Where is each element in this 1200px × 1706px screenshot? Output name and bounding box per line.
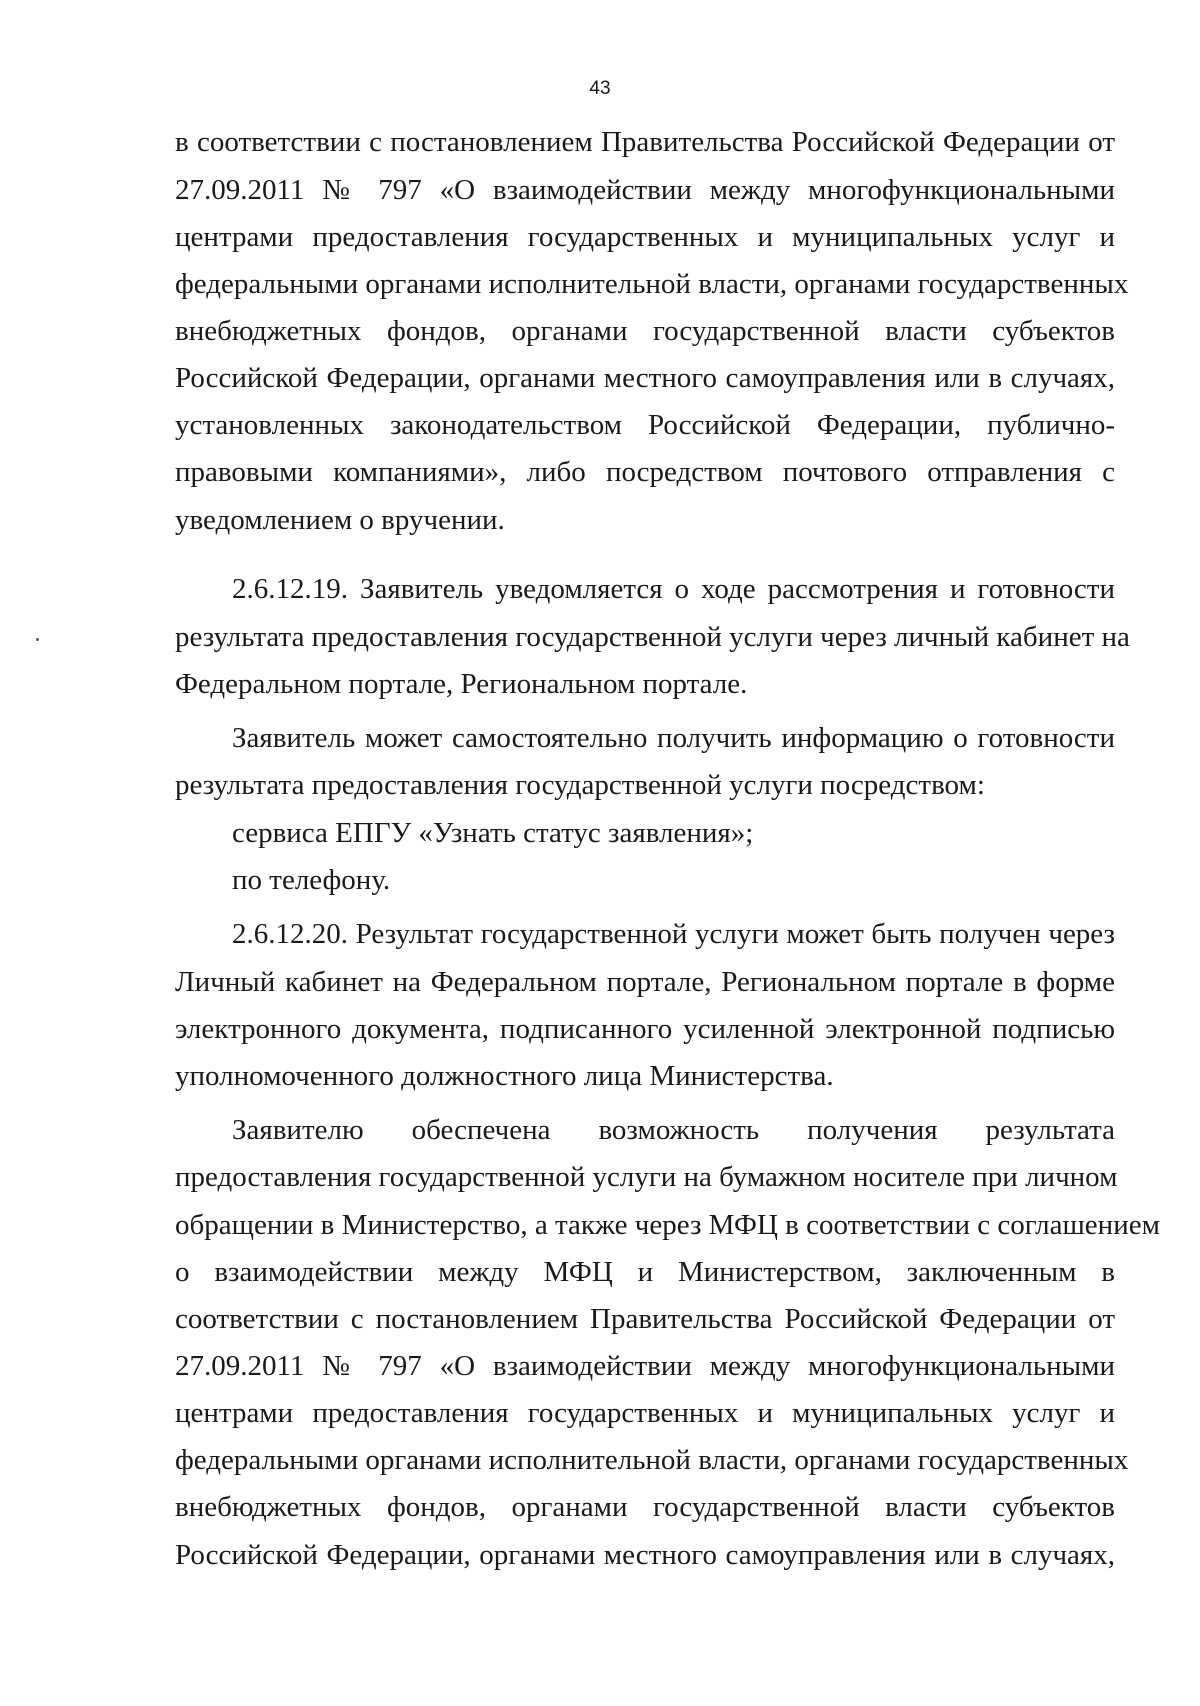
text-line: Заявителю обеспечена возможность получения результата bbox=[232, 1114, 1115, 1146]
text-line: уполномоченного должностного лица Министерства. bbox=[175, 1060, 834, 1092]
text-line: сервиса ЕПГУ «Узнать статус заявления»; bbox=[232, 817, 754, 849]
text-line: Личный кабинет на Федеральном портале, Региональном портале в форме bbox=[175, 966, 1115, 998]
text-line: внебюджетных фондов, органами государственной власти субъектов bbox=[175, 1491, 1115, 1523]
text-line: 2.6.12.20. Результат государственной услуги может быть получен через bbox=[232, 918, 1115, 950]
text-line: Заявитель может самостоятельно получить информацию о готовности bbox=[232, 722, 1115, 754]
text-line: федеральными органами исполнительной власти, органами государственных bbox=[175, 1444, 1129, 1476]
text-line: уведомлением о вручении. bbox=[175, 504, 505, 536]
text-line: 27.09.2011 № 797 «О взаимодействии между многофункциональными bbox=[175, 174, 1115, 206]
text-line: электронного документа, подписанного усиленной электронной подписью bbox=[175, 1013, 1115, 1045]
scan-speck bbox=[36, 638, 39, 641]
text-line: внебюджетных фондов, органами государственной власти субъектов bbox=[175, 315, 1115, 347]
text-line: 2.6.12.19. Заявитель уведомляется о ходе рассмотрения и готовности bbox=[232, 573, 1115, 605]
text-line: 27.09.2011 № 797 «О взаимодействии между многофункциональными bbox=[175, 1350, 1115, 1382]
text-line: центрами предоставления государственных и муниципальных услуг и bbox=[175, 1397, 1115, 1429]
text-line: Российской Федерации, органами местного самоуправления или в случаях, bbox=[175, 1539, 1115, 1571]
text-line: центрами предоставления государственных и муниципальных услуг и bbox=[175, 221, 1115, 253]
page-number: 43 bbox=[589, 78, 611, 99]
text-line: обращении в Министерство, а также через МФЦ в соответствии с соглашением bbox=[175, 1209, 1160, 1241]
text-line: установленных законодательством Российской Федерации, публично- bbox=[175, 409, 1115, 441]
text-line: Федеральном портале, Региональном портале. bbox=[175, 668, 748, 700]
text-line: правовыми компаниями», либо посредством почтового отправления с bbox=[175, 456, 1115, 488]
text-line: Российской Федерации, органами местного самоуправления или в случаях, bbox=[175, 362, 1115, 394]
text-line: федеральными органами исполнительной власти, органами государственных bbox=[175, 268, 1129, 300]
text-line: о взаимодействии между МФЦ и Министерством, заключенным в bbox=[175, 1256, 1115, 1288]
text-line: результата предоставления государственной услуги посредством: bbox=[175, 769, 985, 801]
text-line: в соответствии с постановлением Правительства Российской Федерации от bbox=[175, 126, 1115, 158]
text-line: соответствии с постановлением Правительства Российской Федерации от bbox=[175, 1303, 1115, 1335]
text-line: результата предоставления государственной услуги через личный кабинет на bbox=[175, 621, 1130, 653]
text-line: предоставления государственной услуги на бумажном носителе при личном bbox=[175, 1161, 1118, 1193]
text-line: по телефону. bbox=[232, 864, 391, 896]
